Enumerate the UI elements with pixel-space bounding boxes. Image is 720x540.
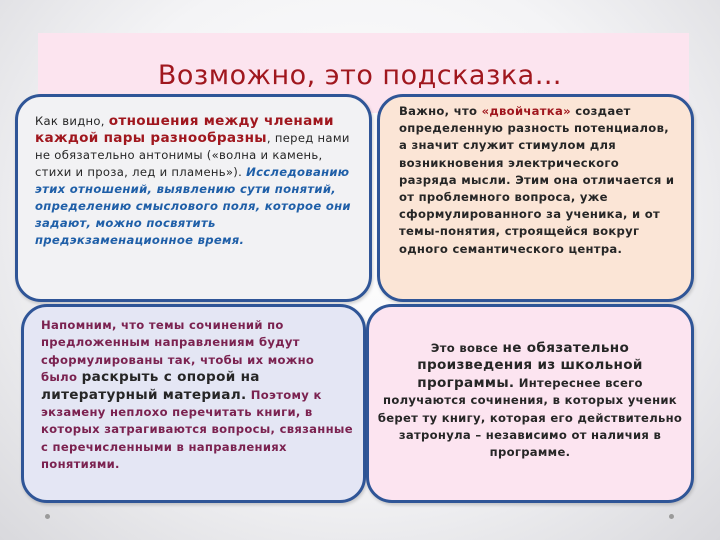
dvoychatka-paragraph (399, 103, 681, 258)
school-program-paragraph (377, 340, 683, 462)
school-program-body: Интереснее всего получаются сочинения, в которых ученик берет ту книгу, которая его действительно затронула – независимо от наличия в программе. (377, 375, 683, 460)
relations-intro: Как видно, (35, 114, 109, 128)
dvoychatka-highlight: «двойчатка» (481, 104, 571, 118)
text-box-relations (15, 94, 372, 302)
text-box-dvoychatka (377, 94, 694, 302)
relations-italic: Исследованию этих отношений, выявлению сути понятий, определению смыслового поля, которое они задают, можно посвятить предэкзаменационное время. (35, 165, 351, 247)
text-box-reminder (21, 304, 366, 503)
slide-title: Возможно, это подсказка… (157, 60, 563, 91)
reminder-highlight: раскрыть с опорой на литературный материал. (41, 369, 260, 403)
dvoychatka-intro: Важно, что (399, 104, 482, 118)
relations-paragraph (35, 113, 357, 249)
relations-highlight: отношения между членами каждой пары разнообразны (35, 113, 334, 146)
decor-dot-left (45, 514, 50, 519)
reminder-body: Поэтому к экзамену неплохо перечитать книги, в которых затрагиваются вопросы, связанные с перечисленными в направлениях понятиями. (41, 387, 353, 472)
text-box-school-program (366, 304, 694, 503)
decor-dot-right (669, 514, 674, 519)
dvoychatka-body: создает определенную разность потенциалов, а значит служит стимулом для возникновения электрического разряда мысли. Этим она отличается и от проблемного вопроса, уже сформулированного за ученика, и от темы-понятия, строящейся вокруг одного семантического центра. (399, 104, 675, 256)
school-program-intro: Это вовсе (430, 341, 503, 355)
reminder-paragraph (41, 317, 353, 474)
reminder-intro: Напомним, что темы сочинений по предложенным направлениям будут сформулированы так, чтобы их можно было (41, 318, 315, 385)
school-program-highlight: не обязательно произведения из школьной программы. (417, 340, 643, 391)
relations-body: , перед нами не обязательно антонимы («волна и камень, стихи и проза, лед и пламень»). (35, 131, 350, 179)
